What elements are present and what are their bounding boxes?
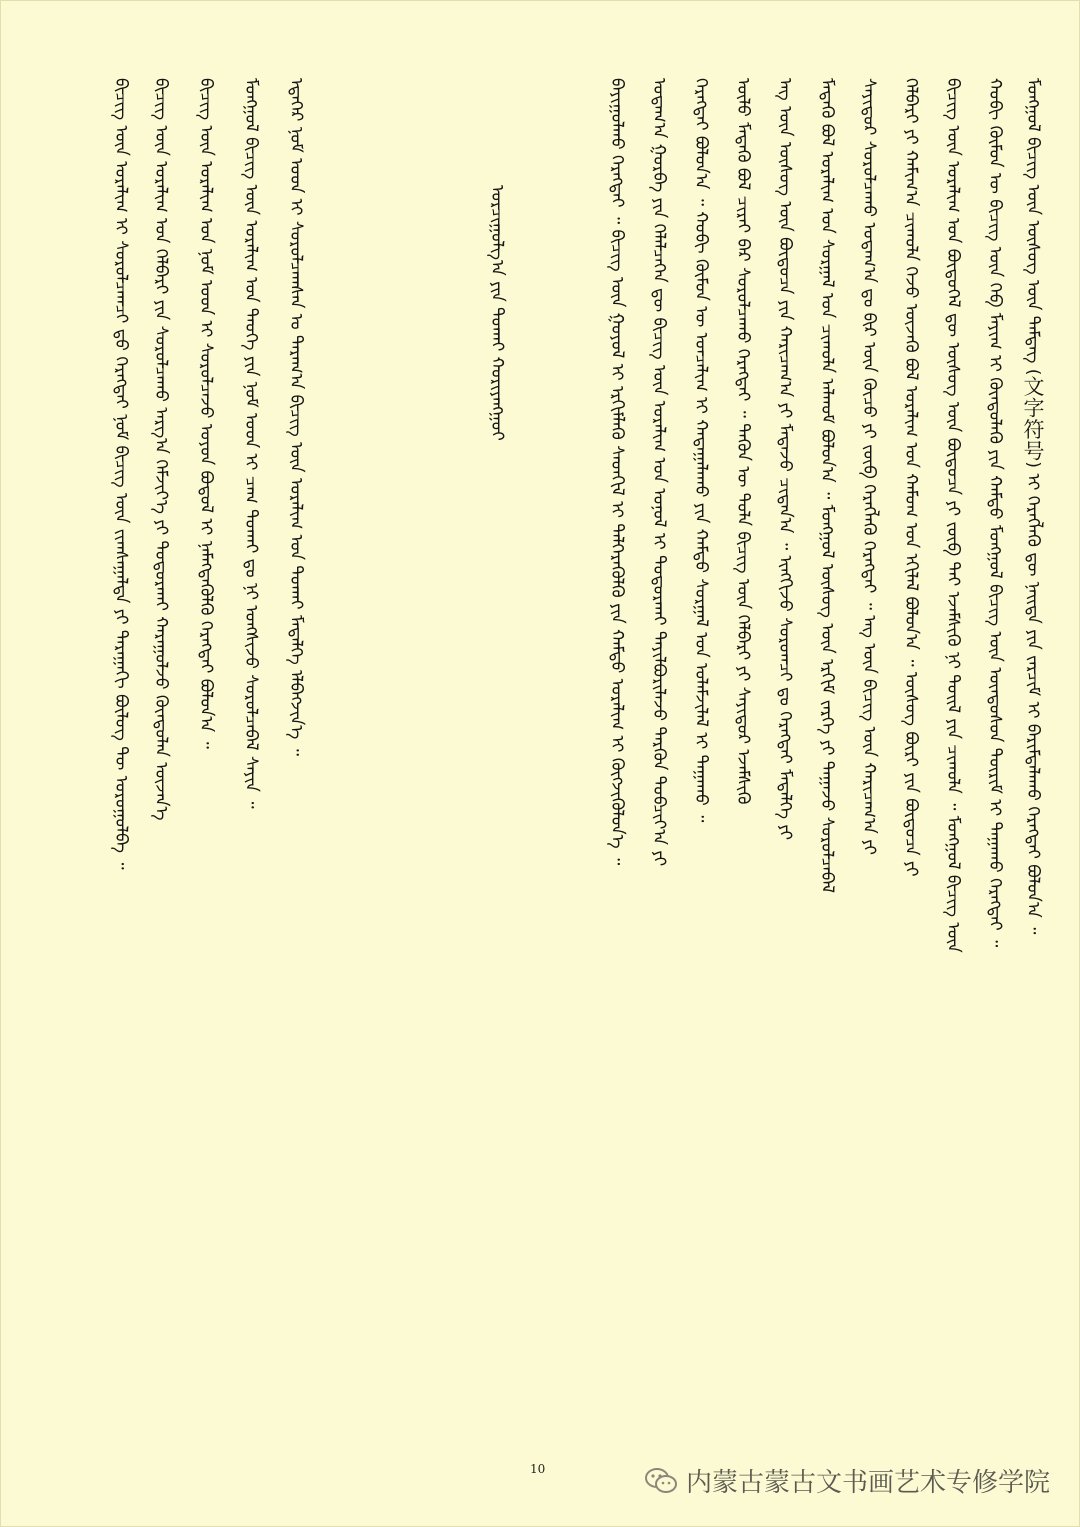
- text-segment: ᠪᠢᠴᠢᠭ ᠦᠨ ᠤᠷᠠᠯᠢᠭ ᠤᠨ ᠨᠣᠮ ᠤᠳ ᠢ ᠰᠤᠷᠤᠯᠴᠠᠵᠤ ᠣᠶᠤᠨ ᠪᠣᠳᠤᠯ ᠢ ᠨᠡᠮᠡᠭᠳᠡᠭᠦᠯᠬᠦ ᠬᠡᠷᠡᠭᠲᠡᠢ ᠪᠣᠯᠤᠨ᠎ᠠ ᠃: [196, 78, 216, 749]
- text-segment: ᠮᠡᠳᠡᠬᠦ ᠪᠣᠯ ᠤᠷᠠᠯᠢᠭ ᠤᠨ ᠰᠤᠷᠭᠠᠯ ᠤᠨ ᠴᠢᠬᠤᠯᠠ ᠠᠯᠬᠤᠮ ᠪᠣᠯᠤᠨ᠎ᠠ ᠃ ᠮᠣᠩᠭᠣᠯ ᠦᠰᠦᠭ ᠦᠨ ᠡᠷᠬᠢᠮ ᠵᠡᠷᠭᠡ ᠶᠢ ᠳᠠᠭᠠᠵᠤ ᠰᠤᠷᠤᠯᠴᠠᠪᠠᠯ: [817, 78, 837, 893]
- text-column: [942, 78, 964, 953]
- section-heading: ᠣᠷᠴᠢᠭᠤᠯᠭ᠎ᠠ ᠶᠢᠨ ᠲᠤᠬᠠᠢ ᠬᠤᠷᠢᠶᠠᠩᠭᠤᠢ: [487, 185, 507, 441]
- text-segment: ᠪᠢᠴᠢᠭ ᠦᠨ ᠤᠷᠠᠯᠢᠭ ᠤᠨ ᠬᠡᠯᠪᠡᠷᠢ ᠶᠢᠨ ᠰᠤᠷᠤᠯᠴᠠᠬᠤ ᠠᠷᠭ᠎ᠠ ᠬᠡᠮᠵᠢᠶ᠎ᠡ ᠶᠢ ᠲᠣᠳᠣᠷᠬᠠᠶ ᠬᠠᠷᠠᠭᠤᠯᠵᠤ ᠬᠦᠨᠳᠦᠯᠡᠨ ᠦᠵᠡᠨ᠎ᠡ: [151, 78, 171, 821]
- text-segment: ᠦᠯᠦ ᠮᠡᠳᠡᠬᠦ ᠪᠣᠯ ᠴᠢᠷᠠᠢ ᠪᠠᠷ ᠰᠤᠷᠤᠯᠴᠠᠬᠤ ᠬᠡᠷᠡᠭᠲᠡᠢ ᠃ ᠲᠡᠭᠦᠨ ᠦ ᠲᠤᠯᠠ ᠪᠢᠴᠢᠭ ᠦᠨ ᠬᠡᠯᠪᠡᠷᠢ ᠶᠢ ᠰᠠᠶᠢᠲᠤᠷ ᠡᠵᠡᠮᠰᠢᠬᠦ: [733, 78, 753, 805]
- text-column: [606, 78, 628, 865]
- text-column: [900, 78, 922, 877]
- text-column: [285, 78, 307, 756]
- text-segment: ᠡᠩ ᠦᠨ ᠦᠰᠦᠭ ᠦᠨ ᠪᠦᠲᠦᠴᠡ ᠶᠢᠨ ᠬᠠᠷᠢᠴᠠᠭ᠎ᠠ ᠶᠢ ᠮᠡᠳᠡᠵᠦ ᠴᠢᠳᠠᠨ᠎ᠠ ᠃ ᠢᠩᠭᠢᠵᠦ ᠰᠤᠷᠤᠭᠴᠢ ᠳᠤ ᠬᠡᠷᠡᠭᠲᠡᠢ ᠮᠡᠳᠡᠯᠭᠡ ᠶᠢ: [775, 78, 795, 841]
- text-segment: ᠬᠡᠯᠪᠡᠷᠢ ᠶᠢ ᠬᠠᠮᠢᠭ᠎ᠠ ᠴᠢᠬᠤᠯᠠ ᠭᠡᠵᠦ ᠦᠵᠡᠬᠦ ᠪᠣᠯ ᠤᠷᠠᠯᠢᠭ ᠤᠨ ᠬᠠᠮᠤᠭ ᠤᠨ ᠡᠬᠢᠯᠡᠯ ᠪᠣᠯᠤᠨ᠎ᠠ ᠃ ᠦᠰᠦᠭ ᠪᠦᠷᠢ ᠶᠢᠨ ᠪᠦᠲᠦᠴᠡ ᠶᠢ: [901, 78, 921, 877]
- text-column: [774, 78, 796, 840]
- text-segment: ᠰᠠᠶᠢᠲᠤᠷ ᠰᠤᠷᠤᠯᠴᠠᠬᠤ ᠤᠳᠠᠭ᠎ᠠ ᠳᠤ ᠪᠢᠷ ᠦᠨ ᠬᠦᠴᠦ ᠶᠢ ᠵᠥᠪ ᠬᠡᠷᠡᠭᠯᠡᠬᠦ ᠬᠡᠷᠡᠭᠲᠡᠢ ᠃ ᠡᠩ ᠦᠨ ᠪᠢᠴᠢᠭ ᠦᠨ ᠬᠠᠷᠢᠴᠠᠭ᠎ᠠ ᠶᠢ: [859, 78, 879, 855]
- watermark: [644, 1462, 1050, 1499]
- text-segment: ᠬᠡᠷᠡᠭᠲᠡᠢ ᠪᠣᠯᠤᠨ᠎ᠠ ᠃ ᠬᠤᠪᠢ ᠬᠦᠮᠦᠨ ᠦ ᠣᠨᠴᠠᠯᠢᠭ ᠢ ᠬᠠᠳᠠᠭᠠᠯᠠᠬᠤ ᠶᠢᠨ ᠬᠠᠮᠲᠤ ᠰᠤᠷᠭᠠᠯ ᠤᠨ ᠤᠯᠠᠮᠵᠢᠯᠠᠯ ᠢ ᠳᠠᠭᠠᠬᠤ ᠃: [691, 78, 711, 823]
- text-column: [984, 78, 1006, 947]
- text-segment: ᠬᠤᠪᠢ ᠬᠦᠮᠦᠨ ᠦ ᠪᠢᠴᠢᠭ ᠦᠨ ᠬᠡᠪ ᠮᠠᠶᠢᠭ ᠢ ᠬᠦᠨᠳᠦᠯᠡᠬᠦ ᠶᠢᠨ ᠬᠠᠮᠲᠤ ᠮᠣᠩᠭᠣᠯ ᠪᠢᠴᠢᠭ ᠦᠨ ᠦᠨᠳᠦᠰᠦᠨ ᠳᠦᠷᠢᠮ ᠢ ᠳᠠᠭᠠᠬᠤ ᠬᠡᠷᠡᠭᠲᠡᠢ ᠃: [985, 78, 1005, 948]
- text-column: [150, 78, 172, 821]
- text-segment: ᠮᠣᠩᠭᠣᠯ ᠪᠢᠴᠢᠭ ᠦᠨ ᠦᠰᠦᠭ ᠦᠨ ᠲᠡᠮᠳᠡᠭ (: [1023, 78, 1043, 376]
- inline-cjk-text: 文字符号: [1021, 375, 1045, 462]
- text-segment: ) ᠢ ᠬᠡᠷᠡᠭᠯᠡᠬᠦ ᠳᠦ ᠨᠡᠢᠲᠡ ᠶᠢᠨ ᠵᠠᠷᠴᠢᠮ ᠢ ᠪᠠᠷᠢᠮᠲᠠᠯᠠᠬᠤ ᠬᠡᠷᠡᠭᠲᠡᠢ ᠪᠣᠯᠤᠨ᠎ᠠ ᠃: [1023, 461, 1043, 935]
- text-column: [195, 78, 217, 749]
- text-segment: ᠤᠳᠠᠭ᠎ᠠ ᠭᠤᠷᠪᠠ ᠶᠢᠨ ᠬᠡᠯᠡᠯᠴᠡᠭᠡᠨ ᠳᠦ ᠪᠢᠴᠢᠭ ᠦᠨ ᠤᠷᠠᠯᠢᠭ ᠤᠨ ᠣᠨᠤᠯ ᠢ ᠲᠣᠳᠣᠷᠬᠠᠢ ᠲᠠᠶᠢᠯᠪᠤᠷᠢᠯᠠᠵᠤ ᠲᠡᠷᠭᠦᠨ ᠲᠣᠪᠴᠢᠶ᠎ᠠ ᠶᠢ: [649, 78, 669, 867]
- text-segment: ᠪᠠᠶᠢᠭᠤᠯᠬᠤ ᠬᠡᠷᠡᠭᠲᠡᠢ ᠃ ᠪᠢᠴᠢᠭ ᠦᠨ ᠭᠣᠶᠣᠯ ᠢ ᠡᠷᠬᠢᠮᠯᠡᠬᠦ ᠰᠡᠳᠭᠢᠯ ᠢ ᠲᠡᠯᠭᠡᠷᠡᠭᠦᠯᠬᠦ ᠶᠢᠨ ᠬᠠᠮᠲᠤ ᠤᠷᠠᠯᠢᠭ ᠢ ᠬᠦᠭᠵᠢᠭᠦᠯᠦᠨ᠎ᠡ ᠃: [607, 78, 627, 866]
- text-segment: ᠪᠢᠴᠢᠭ ᠦᠨ ᠤᠷᠠᠯᠢᠭ ᠢ ᠰᠤᠷᠤᠯᠴᠠᠭᠴᠢ ᠳ᠋ᠦ ᠬᠡᠷᠡᠭᠲᠡᠢ ᠨᠣᠮ ᠪᠢᠴᠢᠭ ᠦᠨ ᠵᠢᠭᠰᠠᠭᠠᠯᠲᠠ ᠶᠢ ᠳᠠᠷᠠᠭᠠᠬᠢ ᠪᠦᠯᠦᠭ ᠲᠦ ᠣᠷᠣᠭᠤᠯᠪᠠ ᠃: [111, 78, 131, 870]
- watermark-text: 内蒙古蒙古文书画艺术专修学院: [685, 1468, 1050, 1498]
- text-column: [858, 78, 880, 855]
- page-number: 10: [530, 1462, 546, 1476]
- text-segment: ᠡᠳᠡᠭᠡᠷ ᠨᠣᠮ ᠤᠳ ᠢ ᠰᠤᠷᠤᠯᠴᠠᠭᠰᠠᠨ ᠤ ᠳᠠᠷᠠᠭ᠎ᠠ ᠪᠢᠴᠢᠭ ᠦᠨ ᠤᠷᠠᠯᠢᠭ ᠤᠨ ᠲᠤᠬᠠᠢ ᠮᠡᠳᠡᠯᠭᠡ ᠡᠯᠪᠡᠭᠵᠢᠨ᠎ᠡ ᠃: [286, 78, 306, 756]
- text-column: [110, 78, 132, 870]
- wechat-icon: [644, 1467, 678, 1495]
- text-segment: ᠮᠣᠩᠭᠣᠯ ᠪᠢᠴᠢᠭ ᠦᠨ ᠤᠷᠠᠯᠢᠭ ᠤᠨ ᠲᠡᠦᠬᠡ ᠶᠢᠨ ᠨᠣᠮ ᠤᠳ ᠢ ᠴᠠᠭ ᠲᠤᠬᠠᠢ ᠳᠤ ᠨᠢ ᠤᠩᠰᠢᠵᠤ ᠰᠤᠷᠤᠯᠴᠠᠪᠠᠯ ᠰᠠᠶᠢᠨ ᠃: [241, 78, 261, 809]
- text-column: [648, 78, 670, 866]
- text-segment: ᠪᠢᠴᠢᠭ ᠦᠨ ᠤᠷᠠᠯᠢᠭ ᠤᠨ ᠪᠦᠲᠦᠭᠡᠯ ᠳᠦ ᠦᠰᠦᠭ ᠦᠨ ᠪᠦᠲᠦᠴᠡ ᠶᠢ ᠵᠥᠪ ᠲᠡᠢ ᠡᠵᠡᠮᠰᠢᠬᠦ ᠨᠢ ᠲᠤᠢᠯ ᠶᠢᠨ ᠴᠢᠬᠤᠯᠠ ᠃ ᠮᠣᠩᠭᠣᠯ ᠪᠢᠴᠢᠭ ᠦᠨ: [943, 78, 963, 953]
- text-column: [1022, 78, 1044, 934]
- text-column: [240, 78, 262, 809]
- text-column: [816, 78, 838, 893]
- text-column: [732, 78, 754, 804]
- text-column: [690, 78, 712, 822]
